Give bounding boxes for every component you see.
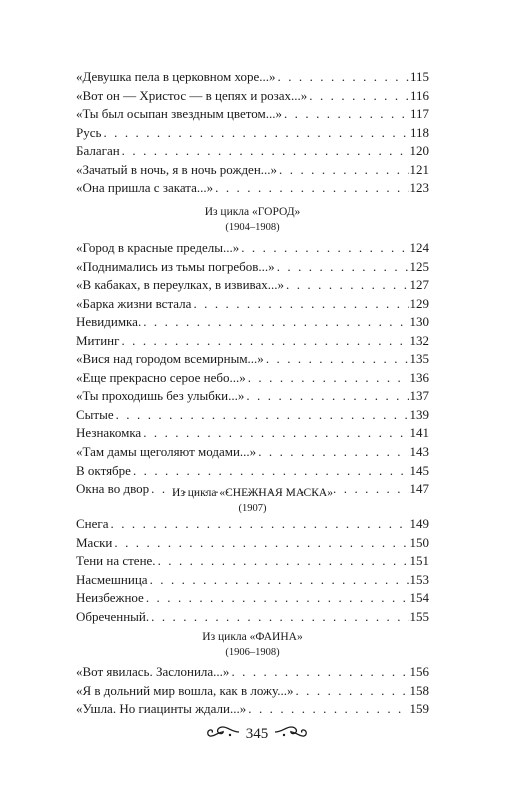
toc-entry — [76, 369, 429, 388]
toc-entry — [76, 239, 429, 258]
toc-entry — [76, 142, 429, 161]
leader-dots — [114, 406, 409, 425]
cycle-heading — [76, 486, 429, 516]
entry-title: Обреченный. — [76, 608, 150, 624]
entry-page: 116 — [409, 87, 429, 103]
toc-entry — [76, 462, 429, 481]
entry-title: Митинг — [76, 332, 120, 348]
leader-dots — [141, 313, 408, 332]
entry-title: «Вот он — Христос — в цепях и розах...» — [76, 87, 308, 103]
entry-title: Тени на стене. — [76, 553, 156, 569]
toc-entry — [76, 534, 429, 553]
entry-title: «Девушка пела в церковном хоре...» — [76, 69, 276, 84]
toc-entry — [76, 387, 429, 406]
toc-entry — [76, 608, 429, 627]
toc-entry — [76, 552, 429, 571]
cycle-title: Из цикла «ГОРОД» — [204, 206, 301, 218]
entry-title: Незнакомка — [76, 425, 142, 441]
leader-dots — [149, 608, 408, 627]
entry-page: 117 — [409, 106, 429, 122]
entry-title: «Там дамы щеголяют модами...» — [76, 444, 257, 460]
entry-title: «Ты проходишь без улыбки...» — [76, 388, 245, 404]
entry-page: 149 — [409, 516, 429, 531]
entry-title: «Вот явилась. Заслонила...» — [76, 664, 230, 679]
entry-page: 155 — [409, 608, 429, 624]
leader-dots — [191, 295, 408, 314]
entry-page: 154 — [409, 590, 429, 606]
toc-entry — [76, 663, 429, 682]
entry-title: «Зачатый в ночь, я в ночь рожден...» — [76, 161, 278, 177]
leader-dots — [141, 424, 408, 443]
entry-title: Насмешница — [76, 571, 148, 587]
entry-title: «Она пришла с заката...» — [76, 180, 214, 196]
toc-entry — [76, 161, 429, 180]
entry-title: «Вися над городом всемирным...» — [76, 351, 264, 367]
toc-entry — [76, 350, 429, 369]
leader-dots — [148, 571, 409, 590]
entry-title: «Еще прекрасно серое небо...» — [76, 369, 246, 385]
entry-page: 130 — [409, 314, 429, 330]
entry-page: 121 — [409, 161, 429, 177]
entry-title: В октябре — [76, 462, 131, 478]
entry-page: 127 — [409, 277, 429, 293]
leader-dots — [284, 276, 408, 295]
toc-entry — [76, 87, 429, 106]
cycle-title: Из цикла «СНЕЖНАЯ МАСКА» — [172, 487, 333, 499]
toc-section — [76, 663, 429, 719]
entry-title: Сытые — [76, 406, 114, 422]
leader-dots — [293, 682, 408, 701]
cycle-heading — [76, 205, 429, 235]
entry-page: 159 — [409, 701, 429, 717]
toc-section — [76, 239, 429, 499]
cycle-heading — [76, 630, 429, 660]
toc-entry — [76, 105, 429, 124]
entry-title: Окна во двор — [76, 481, 150, 497]
toc-entry — [76, 406, 429, 425]
entry-page: 139 — [409, 406, 429, 422]
leader-dots — [282, 105, 409, 124]
entry-page: 151 — [409, 553, 429, 569]
entry-title: «Ушла. Но гиацинты ждали...» — [76, 701, 247, 717]
toc-entry — [76, 295, 429, 314]
toc-entry — [76, 589, 429, 608]
leader-dots — [156, 552, 409, 571]
entry-page: 136 — [409, 369, 429, 385]
entry-page: 143 — [409, 444, 429, 460]
leader-dots — [246, 700, 408, 719]
leader-dots — [277, 161, 408, 180]
leader-dots — [213, 179, 408, 198]
fleuron-right-icon — [274, 725, 308, 745]
entry-page: 135 — [409, 351, 429, 367]
entry-page: 115 — [409, 69, 429, 84]
fleuron-left-icon — [206, 725, 240, 745]
toc-entry — [76, 124, 429, 143]
toc-section — [76, 515, 429, 626]
entry-page: 158 — [409, 682, 429, 698]
entry-title: Невидимка. — [76, 314, 142, 330]
leader-dots — [120, 142, 409, 161]
toc-entry — [76, 258, 429, 277]
entry-page: 153 — [409, 571, 429, 587]
leader-dots — [101, 124, 409, 143]
cycle-title: Из цикла «ФАИНА» — [202, 631, 303, 643]
toc-entry — [76, 179, 429, 198]
leader-dots — [229, 663, 408, 682]
toc-entry — [76, 424, 429, 443]
entry-title: «Барка жизни встала — [76, 295, 192, 311]
entry-page: 120 — [409, 143, 429, 159]
entry-page: 150 — [409, 534, 429, 550]
toc-entry — [76, 68, 429, 87]
entry-page: 137 — [409, 388, 429, 404]
leader-dots — [239, 239, 408, 258]
leader-dots — [246, 369, 409, 388]
entry-title: Неизбежное — [76, 590, 144, 606]
page-number-footer — [0, 724, 514, 745]
entry-title: Русь — [76, 124, 102, 140]
leader-dots — [275, 258, 409, 277]
leader-dots — [244, 387, 408, 406]
entry-page: 123 — [409, 180, 429, 196]
entry-page: 141 — [409, 425, 429, 441]
entry-page: 156 — [409, 664, 429, 679]
entry-title: «В кабаках, в переулках, в извивах...» — [76, 277, 285, 293]
entry-title: Снега — [76, 516, 109, 531]
entry-title: «Поднимались из тьмы погребов...» — [76, 258, 275, 274]
entry-title: Балаган — [76, 143, 120, 159]
toc-entry — [76, 313, 429, 332]
leader-dots — [112, 534, 408, 553]
toc-entry — [76, 332, 429, 351]
leader-dots — [144, 589, 409, 608]
cycle-years: (1904–1908) — [225, 222, 280, 233]
leader-dots — [307, 87, 409, 106]
entry-page: 124 — [409, 240, 429, 255]
entry-page: 145 — [409, 462, 429, 478]
entry-page: 129 — [409, 295, 429, 311]
entry-page: 118 — [409, 124, 429, 140]
leader-dots — [119, 332, 408, 351]
leader-dots — [264, 350, 409, 369]
entry-page: 125 — [409, 258, 429, 274]
cycle-years: (1906–1908) — [225, 647, 280, 658]
toc-entry — [76, 276, 429, 295]
toc-entry — [76, 700, 429, 719]
toc-entry — [76, 682, 429, 701]
page-number: 345 — [245, 726, 269, 742]
toc-entry — [76, 571, 429, 590]
leader-dots — [109, 515, 409, 534]
leader-dots — [131, 462, 409, 481]
entry-title: «Я в дольний мир вошла, как в ложу...» — [76, 682, 294, 698]
toc-entry — [76, 443, 429, 462]
leader-dots — [276, 68, 409, 87]
entry-page: 132 — [409, 332, 429, 348]
leader-dots — [256, 443, 408, 462]
toc-section — [76, 68, 429, 198]
entry-title: Маски — [76, 534, 113, 550]
entry-page: 147 — [409, 481, 429, 497]
entry-title: «Город в красные пределы...» — [76, 240, 240, 255]
toc-entry — [76, 515, 429, 534]
entry-title: «Ты был осыпан звездным цветом...» — [76, 106, 282, 122]
cycle-years: (1907) — [238, 503, 267, 514]
